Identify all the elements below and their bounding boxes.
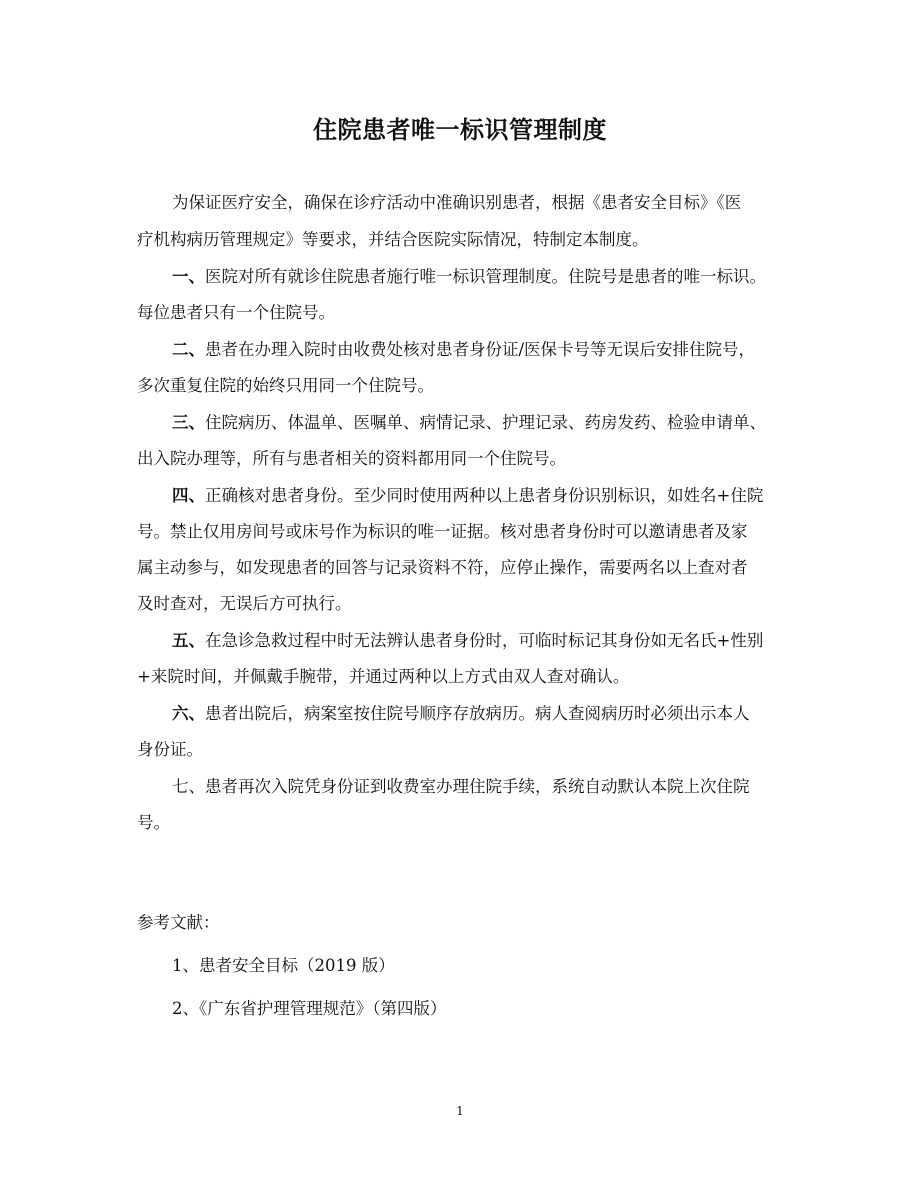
item-1-marker: 一、 [172,267,205,286]
item-2-line-2: 多次重复住院的始终只用同一个住院号。 [137,376,434,395]
item-2-line-1: 二、患者在办理入院时由收费处核对患者身份证/医保卡号等无误后安排住院号， [172,340,756,359]
item-7-line-1: 七、患者再次入院凭身份证到收费室办理住院手续，系统自动默认本院上次住院 [172,777,750,796]
item-2-marker: 二、 [172,340,205,359]
item-5-line-1: 五、在急诊急救过程中时无法辨认患者身份时，可临时标记其身份如无名氏+性别 [172,631,764,650]
item-4-line-3: 属主动参与，如发现患者的回答与记录资料不符，应停止操作，需要两名以上查对者 [137,558,748,577]
item-4-marker: 四、 [172,486,205,505]
item-4-line-4: 及时查对，无误后方可执行。 [137,594,352,613]
page-number: 1 [456,1104,464,1118]
item-4-line-1: 四、正确核对患者身份。至少同时使用两种以上患者身份识别标识，如姓名+住院 [172,486,764,505]
item-7-line-2: 号。 [137,813,170,832]
references-heading: 参考文献： [137,913,220,932]
item-4-line-2: 号。禁止仅用房间号或床号作为标识的唯一证据。核对患者身份时可以邀请患者及家 [137,522,748,541]
item-6-marker: 六、 [172,704,205,723]
item-3-line-1: 三、住院病历、体温单、医嘱单、病情记录、护理记录、药房发药、检验申请单、 [172,413,766,432]
intro-line-2: 疗机构病历管理规定》等要求，并结合医院实际情况，特制定本制度。 [137,230,649,249]
item-6-line-2: 身份证。 [137,740,203,759]
item-1-line-1: 一、医院对所有就诊住院患者施行唯一标识管理制度。住院号是患者的唯一标识。 [172,267,766,286]
reference-item-1: 1、患者安全目标（2019 版） [172,956,395,975]
document-title: 住院患者唯一标识管理制度 [313,116,607,144]
item-1-line-2: 每位患者只有一个住院号。 [137,303,335,322]
intro-line-1: 为保证医疗安全，确保在诊疗活动中准确识别患者，根据《患者安全目标》《医 [172,193,742,212]
item-3-marker: 三、 [172,413,205,432]
item-7-marker: 七、 [172,777,205,796]
item-3-line-2: 出入院办理等，所有与患者相关的资料都用同一个住院号。 [137,449,566,468]
item-5-marker: 五、 [172,631,205,650]
item-6-line-1: 六、患者出院后，病案室按住院号顺序存放病历。病人查阅病历时必须出示本人 [172,704,750,723]
reference-item-2: 2、《广东省护理管理规范》（第四版） [172,999,447,1018]
item-5-line-2: +来院时间，并佩戴手腕带，并通过两种以上方式由双人查对确认。 [137,667,630,686]
